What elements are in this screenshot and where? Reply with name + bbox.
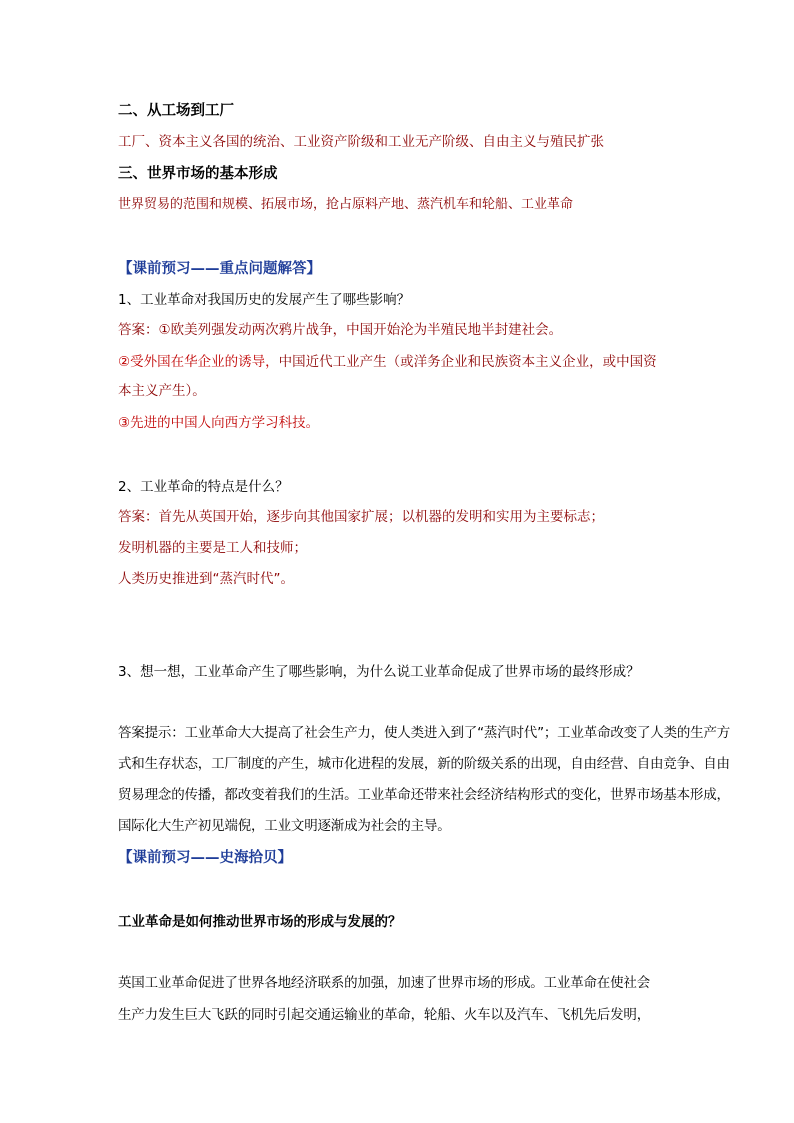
question-1: 1、工业革命对我国历史的发展产生了哪些影响？ — [118, 292, 411, 308]
history-shells-line-2: 生产力发生巨大飞跃的同时引起交通运输业的革命，轮船、火车以及汽车、飞机先后发明， — [118, 1007, 650, 1023]
question-3: 3、想一想，工业革命产生了哪些影响，为什么说工业革命促成了世界市场的最终形成？ — [118, 664, 640, 680]
answer-1-inducement: ②受外国在华企业的诱导， — [118, 354, 279, 370]
answer-2-line-1: 答案：首先从英国开始，逐步向其他国家扩展；以机器的发明和实用为主要标志； — [118, 509, 604, 525]
answer-1-line-2 — [118, 356, 657, 370]
answer-1-line-3: ③先进的中国人向西方学习科技。 — [118, 415, 320, 431]
answer-2-line-2: 发明机器的主要是工人和技师； — [118, 540, 307, 556]
section3-keywords: 世界贸易的范围和规模、拓展市场，抢占原料产地、蒸汽机车和轮船、工业革命 — [118, 197, 574, 212]
history-shells-question: 工业革命是如何推动世界市场的形成与发展的？ — [118, 914, 402, 930]
section3-heading: 三、世界市场的基本形成 — [118, 166, 278, 182]
section2-heading: 二、从工场到工厂 — [118, 103, 234, 119]
answer-1-line-1: 答案：①欧美列强发动两次鸦片战争，中国开始沦为半殖民地半封建社会。 — [118, 322, 563, 338]
answer-3-line-2: 式和生存状态，工厂制度的产生，城市化进程的发展，新的阶级关系的出现，自由经营、自由竞争、自由 — [118, 756, 730, 772]
question-2: 2、工业革命的特点是什么？ — [118, 479, 289, 495]
preview-qa-heading: 【课前预习——重点问题解答】 — [118, 261, 321, 277]
section2-keywords: 工厂、资本主义各国的统治、工业资产阶级和工业无产阶级、自由主义与殖民扩张 — [118, 134, 604, 150]
history-shells-line-1: 英国工业革命促进了世界各地经济联系的加强，加速了世界市场的形成。工业革命在使社会 — [118, 975, 650, 991]
answer-1-line-2-cont: 本主义产生）。 — [118, 383, 206, 399]
answer-3-line-4: 国际化大生产初见端倪，工业文明逐渐成为社会的主导。 — [118, 818, 451, 834]
answer-1-modern-industry: 中国近代工业产生（或洋务企业和民族资本主义企业，或中国资 — [278, 354, 657, 370]
answer-3-line-3: 贸易理念的传播，都改变着我们的生活。工业革命还带来社会经济结构形式的变化，世界市场基本形成， — [118, 787, 730, 803]
answer-2-line-3: 人类历史推进到“蒸汽时代”。 — [118, 571, 294, 587]
history-shells-heading: 【课前预习——史海拾贝】 — [118, 850, 292, 866]
answer-3-line-1: 答案提示：工业革命大大提高了社会生产力，使人类进入到了“蒸汽时代”；工业革命改变了人类的生产方 — [118, 725, 731, 741]
